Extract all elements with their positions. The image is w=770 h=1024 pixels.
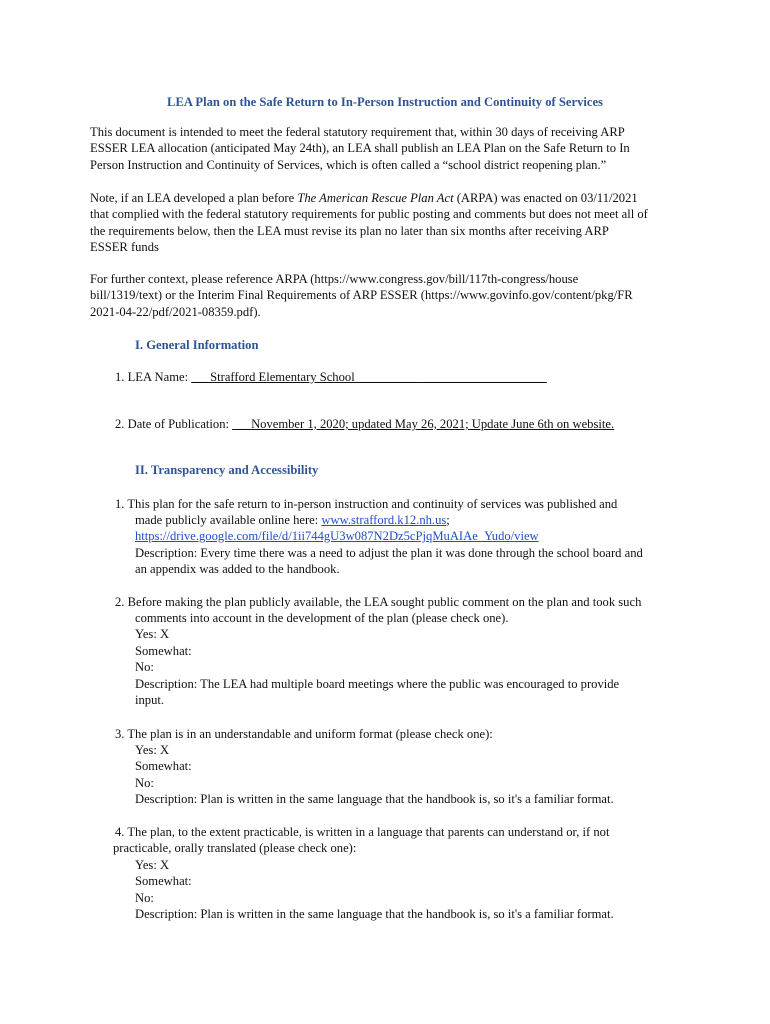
q4-yes-option: Yes: X xyxy=(135,858,170,872)
context-line: For further context, please reference ARPA (https://www.congress.gov/bill/117th-congress/house xyxy=(90,272,579,286)
q4-description: Description: Plan is written in the same language that the handbook is, so it's a familiar format. xyxy=(135,907,614,921)
q2-description: input. xyxy=(135,693,165,707)
q1-text: ; xyxy=(446,513,450,527)
q3-description: Description: Plan is written in the same language that the handbook is, so it's a familiar format. xyxy=(135,792,614,806)
note-text: Note, if an LEA developed a plan before xyxy=(90,191,298,205)
note-line xyxy=(90,190,690,206)
q1-description: an appendix was added to the handbook. xyxy=(135,562,340,576)
q2-line: 2. Before making the plan publicly available, the LEA sought public comment on the plan and took such xyxy=(115,595,642,609)
lea-name-value: ___Strafford Elementary School__________ ____________________ xyxy=(191,370,547,384)
intro-line: This document is intended to meet the federal statutory requirement that, within 30 days of receiving ARP xyxy=(90,125,625,139)
q3-somewhat-option: Somewhat: xyxy=(135,759,192,773)
q1-drive-link-line xyxy=(135,528,539,544)
arpa-title: The American Rescue Plan Act xyxy=(297,191,454,205)
date-value: ___November 1, 2020; updated May 26, 2021; Update June 6th on website. xyxy=(232,417,615,431)
date-of-publication-row xyxy=(115,416,614,432)
section-heading-transparency: II. Transparency and Accessibility xyxy=(135,463,319,477)
q3-no-option: No: xyxy=(135,776,154,790)
context-paragraph xyxy=(90,271,690,320)
q1-links-line xyxy=(135,512,450,528)
q4-somewhat-option: Somewhat: xyxy=(135,874,192,888)
q4-line: 4. The plan, to the extent practicable, is written in a language that parents can understand or, if not xyxy=(115,825,610,839)
context-line: 2021-04-22/pdf/2021-08359.pdf). xyxy=(90,304,261,319)
q2-somewhat-option: Somewhat: xyxy=(135,644,192,658)
note-line: that complied with the federal statutory requirements for public posting and comments but does not meet all of xyxy=(90,207,648,222)
google-drive-link[interactable]: https://drive.google.com/file/d/1ii744gU3w087N2Dz5cPjqMuAIAe_Yudo/view xyxy=(135,529,539,543)
school-website-link[interactable]: www.strafford.k12.nh.us xyxy=(321,513,447,527)
document-title: LEA Plan on the Safe Return to In-Person Instruction and Continuity of Services xyxy=(167,95,603,109)
q2-no-option: No: xyxy=(135,660,154,674)
q1-line: 1. This plan for the safe return to in-person instruction and continuity of services was published and xyxy=(115,497,618,511)
q2-line: comments into account in the development of the plan (please check one). xyxy=(135,611,509,625)
date-label: 2. Date of Publication: xyxy=(115,417,233,431)
intro-line: ESSER LEA allocation (anticipated May 24th), an LEA shall publish an LEA Plan on the Safe Return to In xyxy=(90,141,630,156)
lea-name-label: 1. LEA Name: xyxy=(115,370,192,384)
q2-description: Description: The LEA had multiple board meetings where the public was encouraged to provide xyxy=(135,677,620,691)
q1-description: Description: Every time there was a need to adjust the plan it was done through the school board and xyxy=(135,546,643,560)
section-heading-general-information: I. General Information xyxy=(135,338,259,352)
q2-yes-option: Yes: X xyxy=(135,627,170,641)
intro-paragraph xyxy=(90,124,690,173)
context-line: bill/1319/text) or the Interim Final Requirements of ARP ESSER (https://www.govinfo.gov/content/pkg/FR xyxy=(90,288,633,303)
q4-line: practicable, orally translated (please check one): xyxy=(113,841,357,855)
note-line: ESSER funds xyxy=(90,240,159,255)
q3-line: 3. The plan is in an understandable and uniform format (please check one): xyxy=(115,727,493,741)
lea-name-row xyxy=(115,369,547,385)
intro-line: Person Instruction and Continuity of Services, which is often called a “school district reopening plan.” xyxy=(90,157,607,172)
note-line: the requirements below, then the LEA must revise its plan no later than six months after receiving ARP xyxy=(90,223,609,238)
q1-text: made publicly available online here: xyxy=(135,513,322,527)
q3-yes-option: Yes: X xyxy=(135,743,170,757)
note-paragraph xyxy=(90,190,690,256)
q4-no-option: No: xyxy=(135,891,154,905)
note-text: (ARPA) was enacted on 03/11/2021 xyxy=(453,191,638,205)
